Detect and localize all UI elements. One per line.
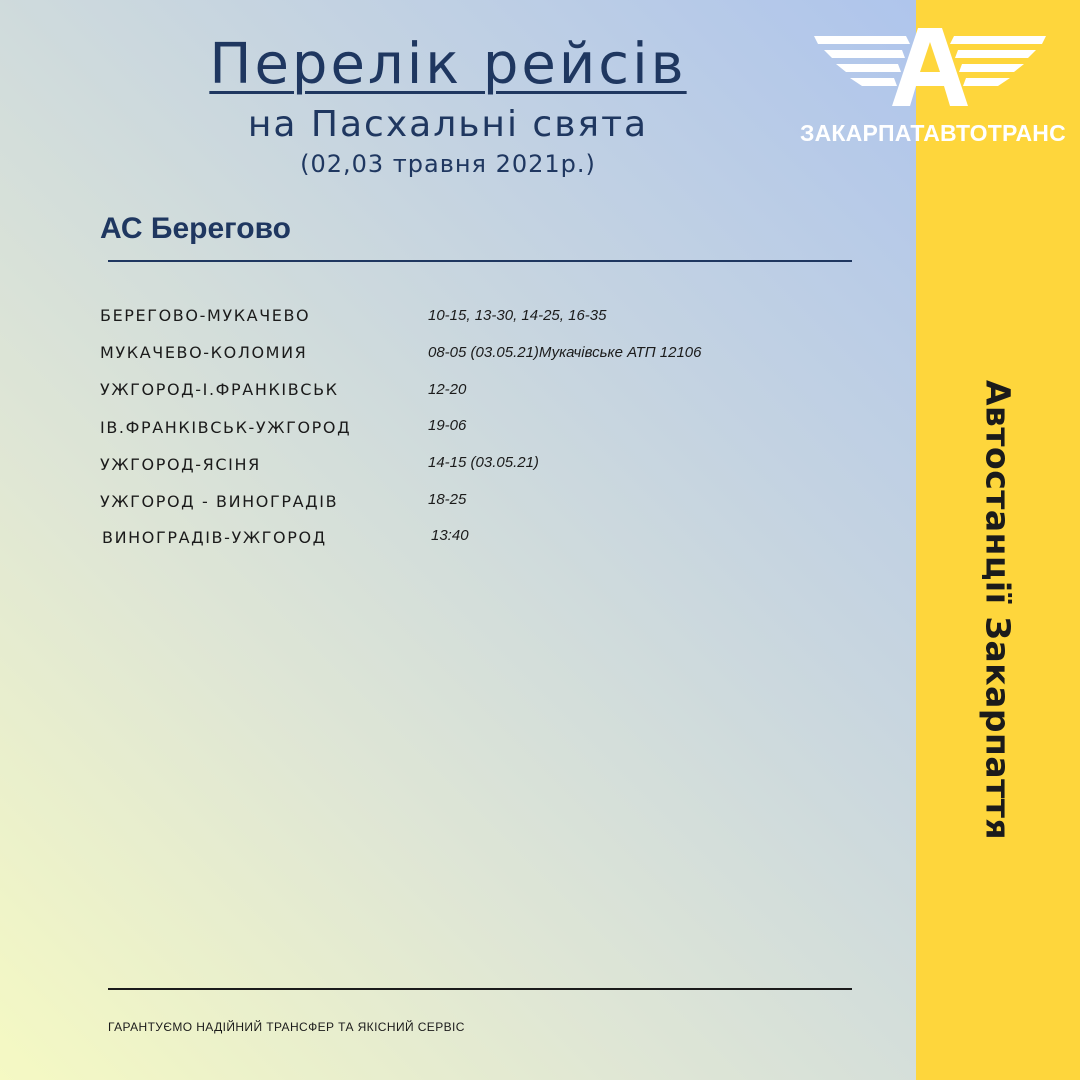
brand-name: ЗАКАРПАТАВТОТРАНС <box>800 120 1066 146</box>
route-time: 18-25 <box>428 491 467 508</box>
footer-slogan: ГАРАНТУЄМО НАДІЙНИЙ ТРАНСФЕР ТА ЯКІСНИЙ СЕРВІС <box>108 1020 465 1034</box>
page-title <box>0 32 896 97</box>
route-name: ВИНОГРАДІВ-УЖГОРОД <box>102 528 327 547</box>
route-time: 12-20 <box>428 381 467 398</box>
station-name: АС Берегово <box>100 212 291 245</box>
route-name: МУКАЧЕВО-КОЛОМИЯ <box>100 343 308 362</box>
sidebar-vertical-text: Автостанції Закарпаття <box>978 379 1018 841</box>
page-title-text: Перелік рейсів <box>209 32 687 97</box>
route-name: ІВ.ФРАНКІВСЬК-УЖГОРОД <box>100 418 352 437</box>
route-name: УЖГОРОД-ЯСІНЯ <box>100 455 261 474</box>
route-time: 13:40 <box>431 527 469 544</box>
route-time: 19-06 <box>428 417 467 434</box>
route-time: 14-15 (03.05.21) <box>428 454 539 471</box>
route-name: УЖГОРОД-І.ФРАНКІВСЬК <box>100 380 339 399</box>
route-name: БЕРЕГОВО-МУКАЧЕВО <box>100 306 311 325</box>
top-divider <box>108 260 852 262</box>
route-name: УЖГОРОД - ВИНОГРАДІВ <box>100 492 339 511</box>
bottom-divider <box>108 988 852 990</box>
page-date: (02,03 травня 2021р.) <box>300 150 596 178</box>
page-subtitle: на Пасхальні свята <box>247 104 649 145</box>
route-time: 10-15, 13-30, 14-25, 16-35 <box>428 307 607 324</box>
route-time: 08-05 (03.05.21)Мукачівське АТП 12106 <box>428 344 702 361</box>
